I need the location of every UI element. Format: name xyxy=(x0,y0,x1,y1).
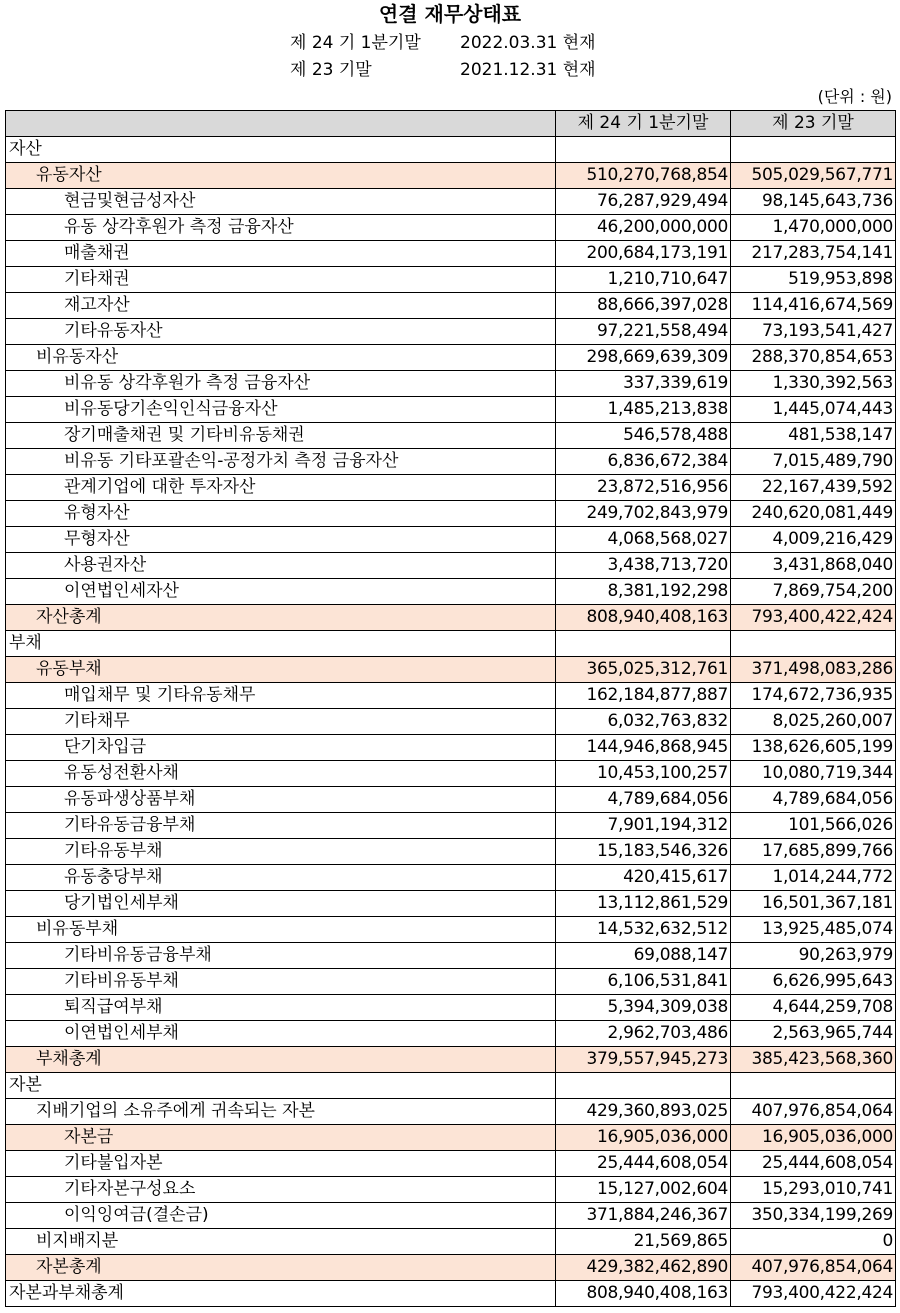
row-current-value: 808,940,408,163 xyxy=(556,605,731,631)
row-label: 자본 xyxy=(6,1073,556,1099)
row-prior-value: 15,293,010,741 xyxy=(731,1177,896,1203)
table-row xyxy=(6,423,896,449)
row-label: 이연법인세자산 xyxy=(6,579,556,605)
row-current-value: 200,684,173,191 xyxy=(556,241,731,267)
row-current-value: 144,946,868,945 xyxy=(556,735,731,761)
table-row xyxy=(6,449,896,475)
period-current-date: 2022.03.31 현재 xyxy=(460,33,596,53)
row-label: 유동 상각후원가 측정 금융자산 xyxy=(6,215,556,241)
row-label: 자산총계 xyxy=(6,605,556,631)
row-label: 사용권자산 xyxy=(6,553,556,579)
table-row xyxy=(6,605,896,631)
row-label: 부채 xyxy=(6,631,556,657)
row-current-value: 16,905,036,000 xyxy=(556,1125,731,1151)
row-label: 기타불입자본 xyxy=(6,1151,556,1177)
table-row xyxy=(6,397,896,423)
row-current-value: 76,287,929,494 xyxy=(556,189,731,215)
row-label: 자본금 xyxy=(6,1125,556,1151)
row-prior-value: 1,445,074,443 xyxy=(731,397,896,423)
row-current-value: 371,884,246,367 xyxy=(556,1203,731,1229)
row-label: 유동자산 xyxy=(6,163,556,189)
row-current-value: 3,438,713,720 xyxy=(556,553,731,579)
table-row xyxy=(6,1047,896,1073)
table-row xyxy=(6,995,896,1021)
row-label: 유동파생상품부채 xyxy=(6,787,556,813)
table-row xyxy=(6,865,896,891)
row-prior-value: 1,470,000,000 xyxy=(731,215,896,241)
table-row xyxy=(6,501,896,527)
row-prior-value: 1,330,392,563 xyxy=(731,371,896,397)
balance-sheet-table xyxy=(5,110,896,1307)
row-current-value: 69,088,147 xyxy=(556,943,731,969)
table-row xyxy=(6,345,896,371)
row-prior-value: 4,644,259,708 xyxy=(731,995,896,1021)
row-current-value: 97,221,558,494 xyxy=(556,319,731,345)
row-current-value: 6,032,763,832 xyxy=(556,709,731,735)
statement-title: 연결 재무상태표 xyxy=(378,2,522,26)
table-row xyxy=(6,189,896,215)
row-prior-value: 288,370,854,653 xyxy=(731,345,896,371)
row-label: 재고자산 xyxy=(6,293,556,319)
row-current-value: 298,669,639,309 xyxy=(556,345,731,371)
table-row xyxy=(6,761,896,787)
row-label: 이연법인세부채 xyxy=(6,1021,556,1047)
row-prior-value: 793,400,422,424 xyxy=(731,605,896,631)
row-current-value xyxy=(556,137,731,163)
row-label: 기타자본구성요소 xyxy=(6,1177,556,1203)
row-prior-value: 793,400,422,424 xyxy=(731,1281,896,1307)
table-row xyxy=(6,267,896,293)
table-row xyxy=(6,371,896,397)
row-prior-value: 519,953,898 xyxy=(731,267,896,293)
row-prior-value: 4,789,684,056 xyxy=(731,787,896,813)
row-current-value: 1,210,710,647 xyxy=(556,267,731,293)
row-label: 기타채무 xyxy=(6,709,556,735)
table-row xyxy=(6,527,896,553)
row-label: 유형자산 xyxy=(6,501,556,527)
header-current: 제 24 기 1분기말 xyxy=(556,111,731,137)
row-prior-value: 73,193,541,427 xyxy=(731,319,896,345)
row-prior-value: 114,416,674,569 xyxy=(731,293,896,319)
row-prior-value: 17,685,899,766 xyxy=(731,839,896,865)
row-current-value: 25,444,608,054 xyxy=(556,1151,731,1177)
row-label: 비유동자산 xyxy=(6,345,556,371)
table-row xyxy=(6,943,896,969)
table-row xyxy=(6,319,896,345)
row-prior-value: 217,283,754,141 xyxy=(731,241,896,267)
row-current-value: 8,381,192,298 xyxy=(556,579,731,605)
table-body xyxy=(6,137,896,1307)
row-current-value: 14,532,632,512 xyxy=(556,917,731,943)
row-prior-value: 138,626,605,199 xyxy=(731,735,896,761)
row-label: 당기법인세부채 xyxy=(6,891,556,917)
unit-label: (단위 : 원) xyxy=(817,87,892,106)
row-current-value: 4,068,568,027 xyxy=(556,527,731,553)
row-label: 관계기업에 대한 투자자산 xyxy=(6,475,556,501)
row-current-value: 546,578,488 xyxy=(556,423,731,449)
table-row xyxy=(6,137,896,163)
row-prior-value: 101,566,026 xyxy=(731,813,896,839)
row-current-value: 2,962,703,486 xyxy=(556,1021,731,1047)
row-label: 비유동 기타포괄손익-공정가치 측정 금융자산 xyxy=(6,449,556,475)
row-current-value: 21,569,865 xyxy=(556,1229,731,1255)
table-row xyxy=(6,969,896,995)
row-label: 현금및현금성자산 xyxy=(6,189,556,215)
row-current-value: 429,382,462,890 xyxy=(556,1255,731,1281)
row-current-value: 1,485,213,838 xyxy=(556,397,731,423)
row-current-value: 365,025,312,761 xyxy=(556,657,731,683)
row-current-value: 10,453,100,257 xyxy=(556,761,731,787)
row-current-value: 429,360,893,025 xyxy=(556,1099,731,1125)
row-label: 자본총계 xyxy=(6,1255,556,1281)
row-prior-value: 1,014,244,772 xyxy=(731,865,896,891)
row-label: 기타채권 xyxy=(6,267,556,293)
row-current-value xyxy=(556,1073,731,1099)
table-row xyxy=(6,1099,896,1125)
table-row xyxy=(6,579,896,605)
row-label: 비유동부채 xyxy=(6,917,556,943)
header-prior: 제 23 기말 xyxy=(731,111,896,137)
row-label: 비유동당기손익인식금융자산 xyxy=(6,397,556,423)
period-current-label: 제 24 기 1분기말 xyxy=(290,33,421,53)
row-current-value: 808,940,408,163 xyxy=(556,1281,731,1307)
row-label: 기타비유동부채 xyxy=(6,969,556,995)
table-row xyxy=(6,293,896,319)
row-current-value: 23,872,516,956 xyxy=(556,475,731,501)
row-current-value: 249,702,843,979 xyxy=(556,501,731,527)
row-current-value: 15,127,002,604 xyxy=(556,1177,731,1203)
period-prior-date: 2021.12.31 현재 xyxy=(460,60,596,80)
row-current-value: 13,112,861,529 xyxy=(556,891,731,917)
row-prior-value: 0 xyxy=(731,1229,896,1255)
table-row xyxy=(6,1125,896,1151)
row-label: 이익잉여금(결손금) xyxy=(6,1203,556,1229)
row-label: 매출채권 xyxy=(6,241,556,267)
row-current-value: 88,666,397,028 xyxy=(556,293,731,319)
table-row xyxy=(6,1177,896,1203)
header-row xyxy=(6,111,896,137)
row-label: 무형자산 xyxy=(6,527,556,553)
table-row xyxy=(6,631,896,657)
row-prior-value: 16,501,367,181 xyxy=(731,891,896,917)
row-prior-value: 174,672,736,935 xyxy=(731,683,896,709)
table-row xyxy=(6,241,896,267)
table-row xyxy=(6,475,896,501)
row-current-value: 46,200,000,000 xyxy=(556,215,731,241)
row-prior-value: 6,626,995,643 xyxy=(731,969,896,995)
row-prior-value: 4,009,216,429 xyxy=(731,527,896,553)
row-prior-value: 350,334,199,269 xyxy=(731,1203,896,1229)
table-row xyxy=(6,1229,896,1255)
table-row xyxy=(6,813,896,839)
row-label: 기타유동금융부채 xyxy=(6,813,556,839)
table-row xyxy=(6,1151,896,1177)
table-row xyxy=(6,683,896,709)
row-prior-value: 7,015,489,790 xyxy=(731,449,896,475)
row-prior-value: 13,925,485,074 xyxy=(731,917,896,943)
table-row xyxy=(6,1021,896,1047)
row-current-value: 162,184,877,887 xyxy=(556,683,731,709)
row-prior-value: 25,444,608,054 xyxy=(731,1151,896,1177)
row-current-value: 6,836,672,384 xyxy=(556,449,731,475)
row-label: 단기차입금 xyxy=(6,735,556,761)
row-label: 비지배지분 xyxy=(6,1229,556,1255)
table-row xyxy=(6,1281,896,1307)
row-label: 기타유동부채 xyxy=(6,839,556,865)
row-prior-value: 505,029,567,771 xyxy=(731,163,896,189)
table-row xyxy=(6,215,896,241)
row-prior-value: 407,976,854,064 xyxy=(731,1255,896,1281)
table-row xyxy=(6,709,896,735)
row-current-value: 5,394,309,038 xyxy=(556,995,731,1021)
table-row xyxy=(6,1203,896,1229)
row-prior-value: 407,976,854,064 xyxy=(731,1099,896,1125)
row-label: 기타비유동금융부채 xyxy=(6,943,556,969)
row-prior-value: 8,025,260,007 xyxy=(731,709,896,735)
row-prior-value xyxy=(731,1073,896,1099)
row-current-value: 420,415,617 xyxy=(556,865,731,891)
row-prior-value xyxy=(731,631,896,657)
row-prior-value: 7,869,754,200 xyxy=(731,579,896,605)
row-label: 지배기업의 소유주에게 귀속되는 자본 xyxy=(6,1099,556,1125)
row-current-value: 7,901,194,312 xyxy=(556,813,731,839)
row-current-value: 337,339,619 xyxy=(556,371,731,397)
table-row xyxy=(6,787,896,813)
row-label: 부채총계 xyxy=(6,1047,556,1073)
row-label: 유동부채 xyxy=(6,657,556,683)
header-item xyxy=(6,111,556,137)
row-prior-value: 90,263,979 xyxy=(731,943,896,969)
table-row xyxy=(6,657,896,683)
row-current-value: 15,183,546,326 xyxy=(556,839,731,865)
table-row xyxy=(6,839,896,865)
row-prior-value: 3,431,868,040 xyxy=(731,553,896,579)
row-current-value: 379,557,945,273 xyxy=(556,1047,731,1073)
row-prior-value: 98,145,643,736 xyxy=(731,189,896,215)
row-label: 유동충당부채 xyxy=(6,865,556,891)
row-prior-value: 22,167,439,592 xyxy=(731,475,896,501)
row-label: 장기매출채권 및 기타비유동채권 xyxy=(6,423,556,449)
table-row xyxy=(6,891,896,917)
table-row xyxy=(6,1073,896,1099)
row-current-value: 4,789,684,056 xyxy=(556,787,731,813)
table-row xyxy=(6,917,896,943)
row-prior-value: 16,905,036,000 xyxy=(731,1125,896,1151)
table-row xyxy=(6,553,896,579)
row-label: 매입채무 및 기타유동채무 xyxy=(6,683,556,709)
row-prior-value: 481,538,147 xyxy=(731,423,896,449)
row-prior-value xyxy=(731,137,896,163)
table-row xyxy=(6,735,896,761)
row-prior-value: 2,563,965,744 xyxy=(731,1021,896,1047)
table-row xyxy=(6,1255,896,1281)
row-label: 자본과부채총계 xyxy=(6,1281,556,1307)
row-label: 자산 xyxy=(6,137,556,163)
period-prior-label: 제 23 기말 xyxy=(290,60,372,80)
table-row xyxy=(6,163,896,189)
row-label: 유동성전환사채 xyxy=(6,761,556,787)
row-current-value: 510,270,768,854 xyxy=(556,163,731,189)
row-label: 퇴직급여부채 xyxy=(6,995,556,1021)
row-label: 비유동 상각후원가 측정 금융자산 xyxy=(6,371,556,397)
row-prior-value: 371,498,083,286 xyxy=(731,657,896,683)
row-current-value xyxy=(556,631,731,657)
row-current-value: 6,106,531,841 xyxy=(556,969,731,995)
row-prior-value: 240,620,081,449 xyxy=(731,501,896,527)
row-prior-value: 385,423,568,360 xyxy=(731,1047,896,1073)
row-prior-value: 10,080,719,344 xyxy=(731,761,896,787)
row-label: 기타유동자산 xyxy=(6,319,556,345)
